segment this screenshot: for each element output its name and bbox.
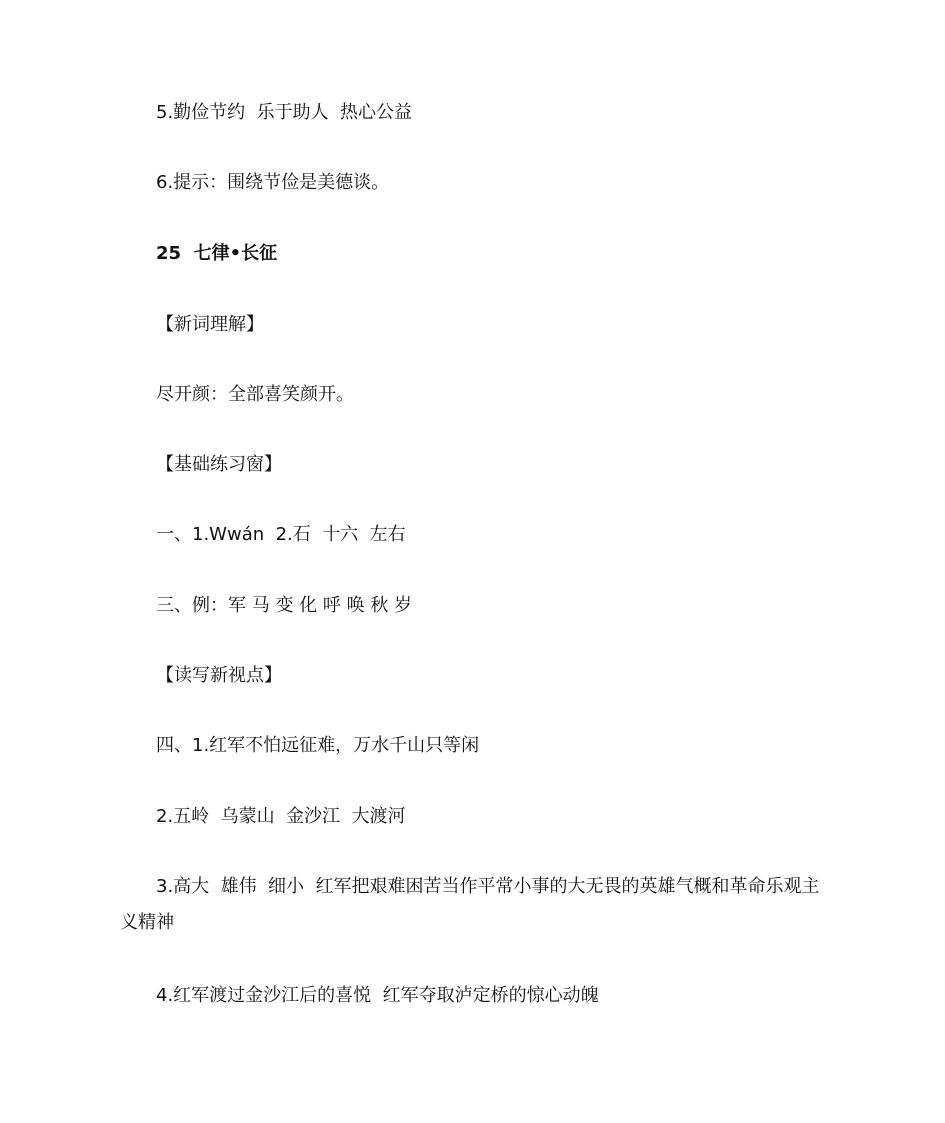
section-heading-new-words: 【新词理解】 [156, 314, 264, 335]
answer-line-5: 5.勤俭节约 乐于助人 热心公益 [156, 102, 413, 123]
answer-line-three: 三、例：军 马 变 化 呼 唤 秋 岁 [156, 595, 413, 616]
answer-paragraph-four-3: 3.高大 雄伟 细小 红军把艰难困苦当作平常小事的大无畏的英雄气概和革命乐观主义精神 [120, 876, 820, 933]
answer-line-6: 6.提示：围绕节俭是美德谈。 [156, 172, 390, 193]
section-heading-read-write: 【读写新视点】 [156, 665, 282, 686]
word-definition: 尽开颜：全部喜笑颜开。 [156, 384, 354, 405]
answer-line-one: 一、1.Wwán 2.石 十六 左右 [156, 524, 406, 545]
answer-line-four-2: 2.五岭 乌蒙山 金沙江 大渡河 [156, 806, 406, 827]
answer-line-four-4: 4.红军渡过金沙江后的喜悦 红军夺取泸定桥的惊心动魄 [156, 985, 599, 1006]
answer-line-four-1: 四、1.红军不怕远征难，万水千山只等闲 [156, 735, 480, 756]
section-heading-basic-practice: 【基础练习窗】 [156, 454, 282, 475]
lesson-title: 25 七律•长征 [156, 243, 278, 264]
